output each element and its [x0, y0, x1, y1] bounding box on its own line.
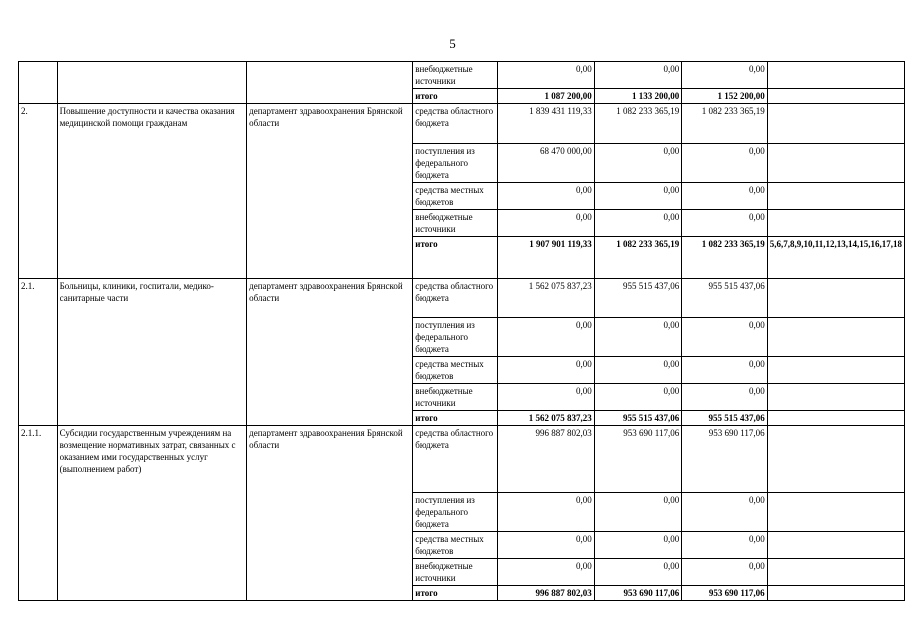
- value-cell: 996 887 802,03: [497, 426, 594, 493]
- source-label: средства областного бюджета: [413, 104, 497, 144]
- source-label: поступления из федерального бюджета: [413, 318, 497, 357]
- refs-cell: [767, 183, 904, 210]
- value-cell: 0,00: [497, 62, 594, 89]
- value-cell: 0,00: [594, 144, 681, 183]
- value-cell: 0,00: [682, 318, 767, 357]
- source-label: итого: [413, 89, 497, 104]
- value-cell: 996 887 802,03: [497, 586, 594, 601]
- table-row: [19, 426, 905, 493]
- table-row: [19, 62, 905, 89]
- value-cell: 1 082 233 365,19: [682, 237, 767, 279]
- refs-cell: [767, 493, 904, 532]
- refs-cell: [767, 279, 904, 318]
- source-label: внебюджетные источники: [413, 384, 497, 411]
- table-row: [19, 279, 905, 318]
- value-cell: 1 133 200,00: [594, 89, 681, 104]
- value-cell: 1 082 233 365,19: [594, 104, 681, 144]
- value-cell: 0,00: [594, 357, 681, 384]
- value-cell: 0,00: [497, 532, 594, 559]
- value-cell: 1 082 233 365,19: [594, 237, 681, 279]
- refs-cell: [767, 411, 904, 426]
- refs-cell: [767, 586, 904, 601]
- value-cell: 953 690 117,06: [682, 586, 767, 601]
- executor-cell: [247, 62, 413, 104]
- refs-cell: [767, 532, 904, 559]
- value-cell: 0,00: [682, 559, 767, 586]
- value-cell: 0,00: [682, 493, 767, 532]
- name-cell: Субсидии государственным учреждениям на возмещение нормативных затрат, связанных с оказанием ими государственных услуг (выполнением работ): [57, 426, 247, 601]
- executor-cell: департамент здравоохранения Брянской области: [247, 104, 413, 279]
- source-label: поступления из федерального бюджета: [413, 144, 497, 183]
- value-cell: 0,00: [594, 183, 681, 210]
- page-number: 5: [449, 36, 456, 51]
- refs-cell: [767, 357, 904, 384]
- refs-cell: [767, 210, 904, 237]
- value-cell: 0,00: [497, 357, 594, 384]
- value-cell: 1 562 075 837,23: [497, 411, 594, 426]
- value-cell: 955 515 437,06: [682, 279, 767, 318]
- refs-cell: [767, 318, 904, 357]
- source-label: внебюджетные источники: [413, 559, 497, 586]
- source-label: средства местных бюджетов: [413, 357, 497, 384]
- value-cell: 0,00: [594, 532, 681, 559]
- value-cell: 1 087 200,00: [497, 89, 594, 104]
- name-cell: Повышение доступности и качества оказания медицинской помощи гражданам: [57, 104, 247, 279]
- value-cell: 955 515 437,06: [682, 411, 767, 426]
- value-cell: 955 515 437,06: [594, 279, 681, 318]
- source-label: внебюджетные источники: [413, 210, 497, 237]
- value-cell: 0,00: [594, 210, 681, 237]
- value-cell: 953 690 117,06: [682, 426, 767, 493]
- value-cell: 0,00: [594, 559, 681, 586]
- value-cell: 0,00: [682, 384, 767, 411]
- value-cell: 955 515 437,06: [594, 411, 681, 426]
- refs-cell: [767, 559, 904, 586]
- source-label: средства областного бюджета: [413, 279, 497, 318]
- value-cell: 0,00: [497, 384, 594, 411]
- refs-cell: 5,6,7,8,9,10,11,12,13,14,15,16,17,18: [767, 237, 904, 279]
- value-cell: 0,00: [594, 62, 681, 89]
- source-label: итого: [413, 237, 497, 279]
- value-cell: 953 690 117,06: [594, 586, 681, 601]
- executor-cell: департамент здравоохранения Брянской области: [247, 279, 413, 426]
- value-cell: 68 470 000,00: [497, 144, 594, 183]
- num-cell: 2.1.: [19, 279, 58, 426]
- value-cell: 0,00: [594, 318, 681, 357]
- source-label: внебюджетные источники: [413, 62, 497, 89]
- value-cell: 0,00: [497, 183, 594, 210]
- value-cell: 1 562 075 837,23: [497, 279, 594, 318]
- value-cell: 0,00: [497, 493, 594, 532]
- source-label: поступления из федерального бюджета: [413, 493, 497, 532]
- value-cell: 1 082 233 365,19: [682, 104, 767, 144]
- value-cell: 953 690 117,06: [594, 426, 681, 493]
- refs-cell: [767, 89, 904, 104]
- value-cell: 0,00: [682, 357, 767, 384]
- value-cell: 0,00: [497, 559, 594, 586]
- value-cell: 1 839 431 119,33: [497, 104, 594, 144]
- name-cell: Больницы, клиники, госпитали, медико-санитарные части: [57, 279, 247, 426]
- value-cell: 0,00: [497, 318, 594, 357]
- value-cell: 0,00: [682, 62, 767, 89]
- refs-cell: [767, 62, 904, 89]
- value-cell: 0,00: [682, 210, 767, 237]
- num-cell: 2.1.1.: [19, 426, 58, 601]
- refs-cell: [767, 144, 904, 183]
- refs-cell: [767, 104, 904, 144]
- num-cell: 2.: [19, 104, 58, 279]
- value-cell: 1 152 200,00: [682, 89, 767, 104]
- value-cell: 0,00: [682, 144, 767, 183]
- source-label: средства местных бюджетов: [413, 183, 497, 210]
- budget-table: [18, 61, 905, 601]
- value-cell: 0,00: [497, 210, 594, 237]
- value-cell: 0,00: [682, 183, 767, 210]
- executor-cell: департамент здравоохранения Брянской области: [247, 426, 413, 601]
- refs-cell: [767, 426, 904, 493]
- source-label: средства местных бюджетов: [413, 532, 497, 559]
- num-cell: [19, 62, 58, 104]
- value-cell: 0,00: [682, 532, 767, 559]
- source-label: итого: [413, 411, 497, 426]
- table-row: [19, 104, 905, 144]
- source-label: средства областного бюджета: [413, 426, 497, 493]
- name-cell: [57, 62, 247, 104]
- value-cell: 0,00: [594, 384, 681, 411]
- source-label: итого: [413, 586, 497, 601]
- refs-cell: [767, 384, 904, 411]
- value-cell: 1 907 901 119,33: [497, 237, 594, 279]
- value-cell: 0,00: [594, 493, 681, 532]
